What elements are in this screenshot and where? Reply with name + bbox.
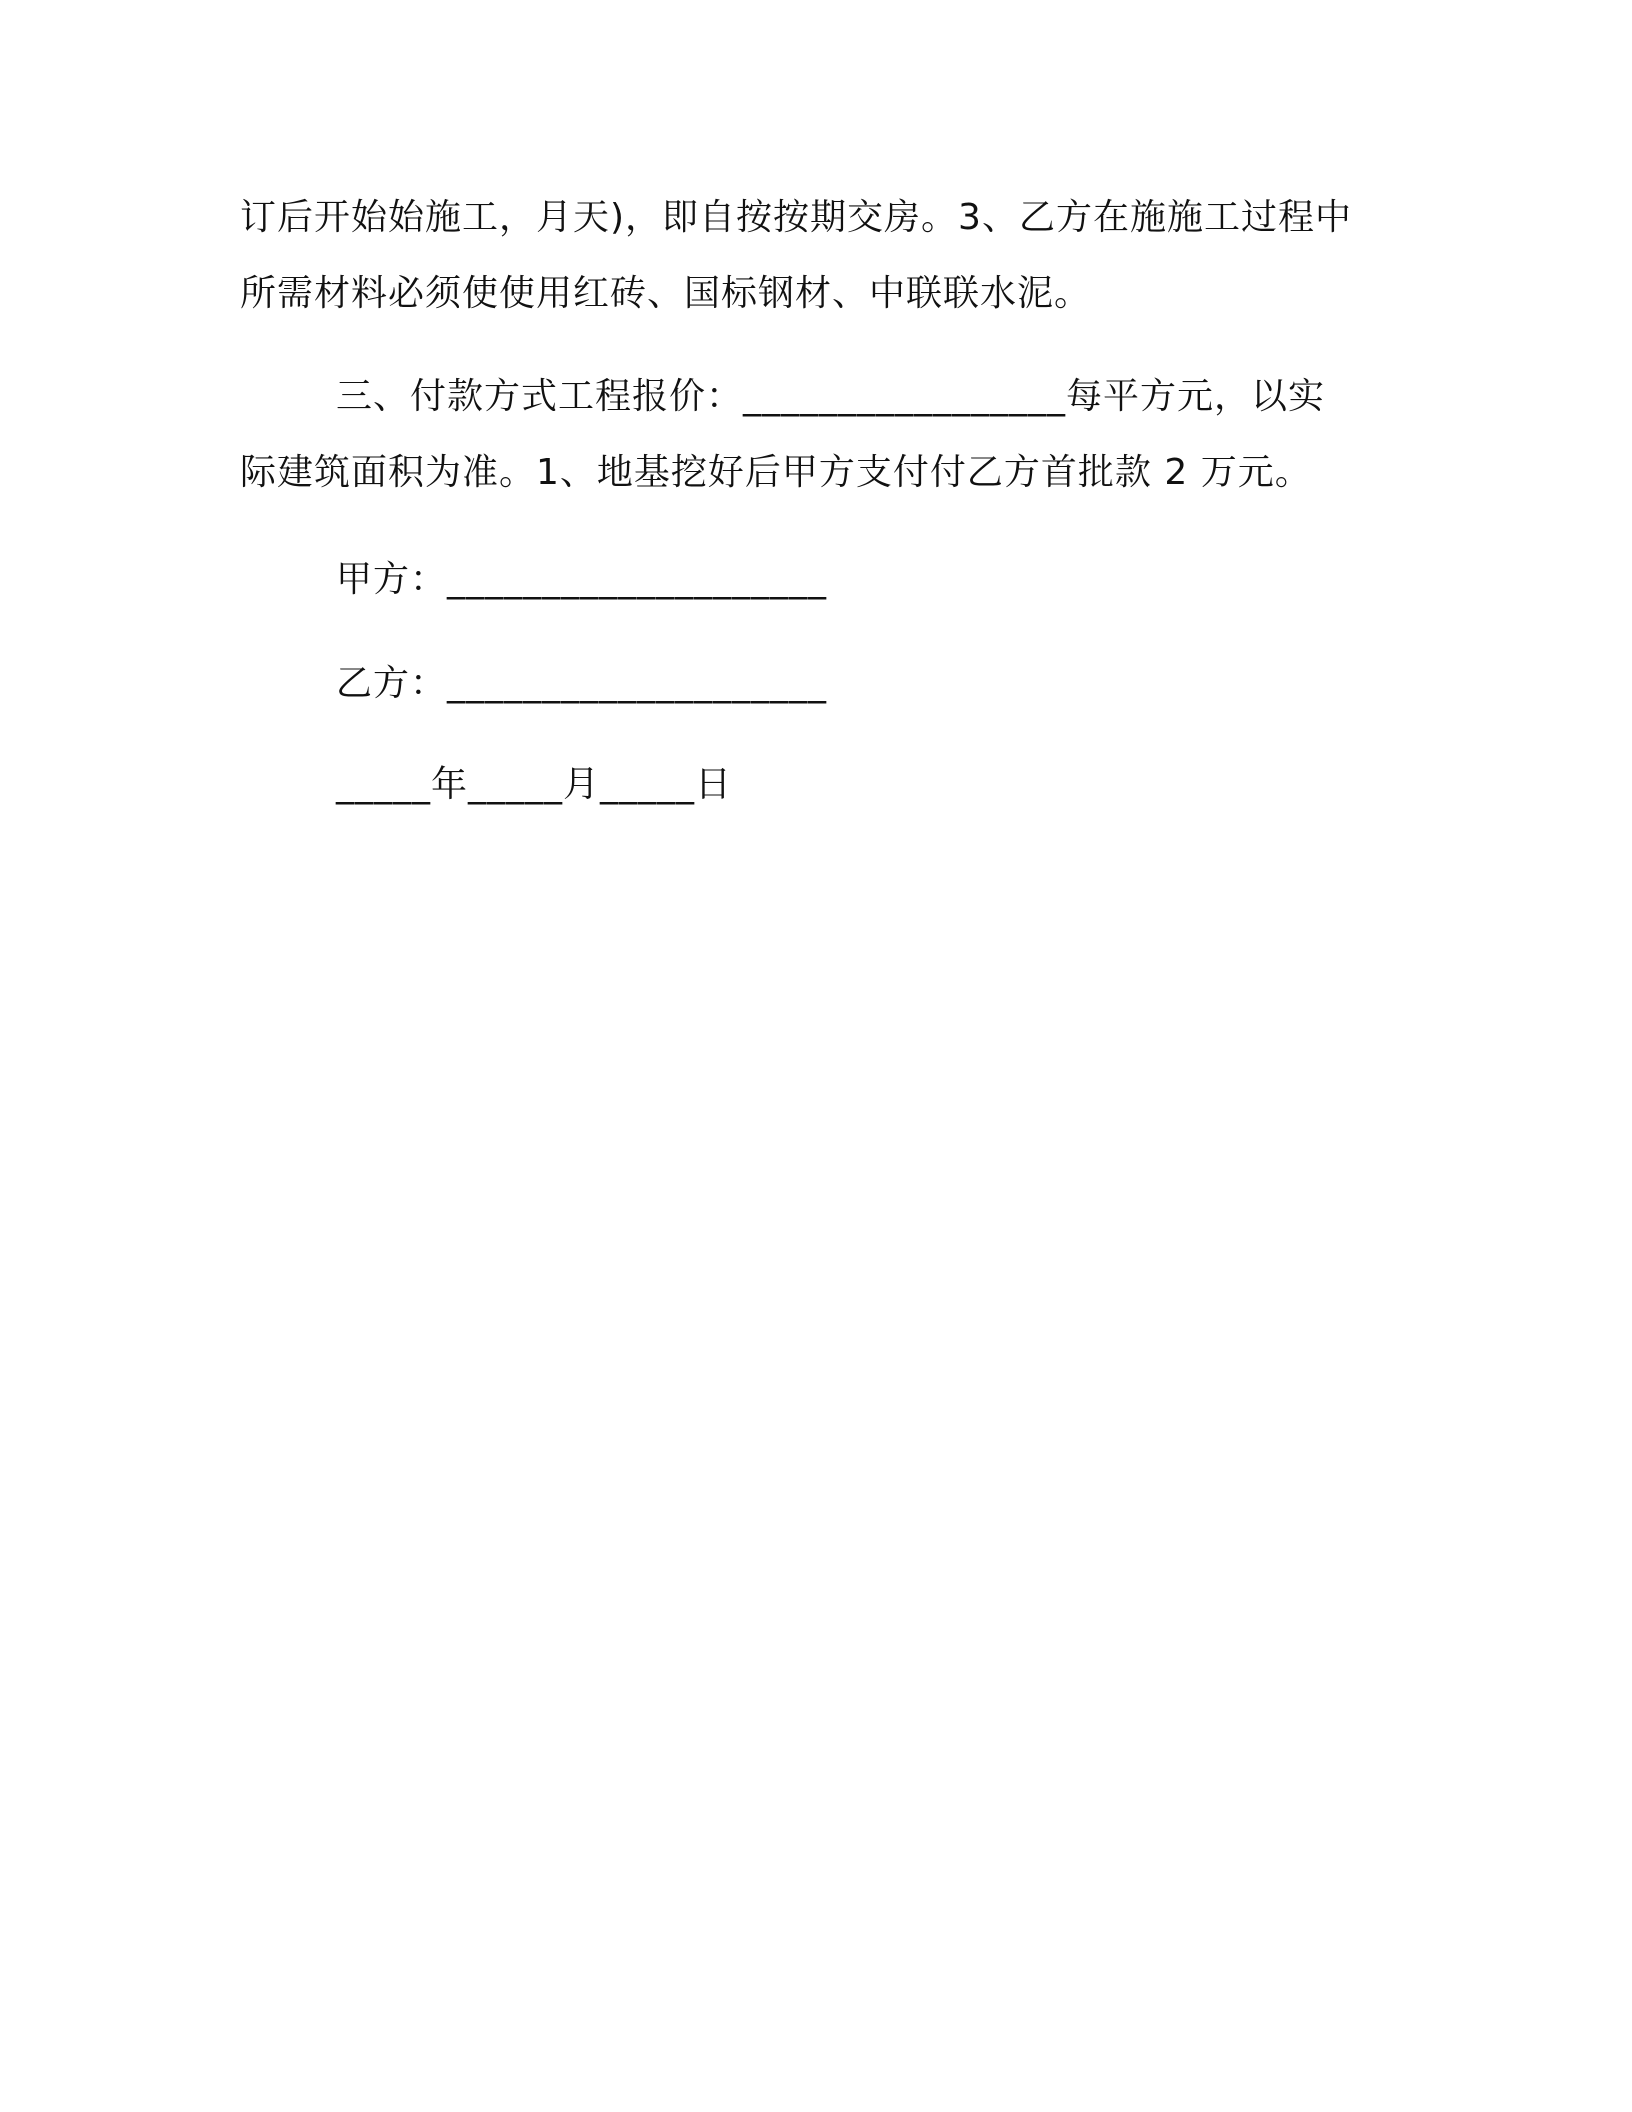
date-line: _____年_____月_____日 bbox=[336, 764, 733, 805]
paragraph-1-line-1: 订后开始始施工，月天)，即自按按期交房。3、乙方在施施工过程中 bbox=[240, 197, 1352, 238]
paragraph-2-line-2: 际建筑面积为准。1、地基挖好后甲方支付付乙方首批款 2 万元。 bbox=[240, 452, 1312, 493]
party-a-signature-line: 甲方：____________________ bbox=[336, 559, 828, 600]
paragraph-2-line-1: 三、付款方式工程报价：_________________每平方元，以实 bbox=[336, 376, 1326, 417]
party-b-signature-line: 乙方：____________________ bbox=[336, 663, 828, 704]
paragraph-1-line-2: 所需材料必须使使用红砖、国标钢材、中联联水泥。 bbox=[240, 273, 1092, 314]
